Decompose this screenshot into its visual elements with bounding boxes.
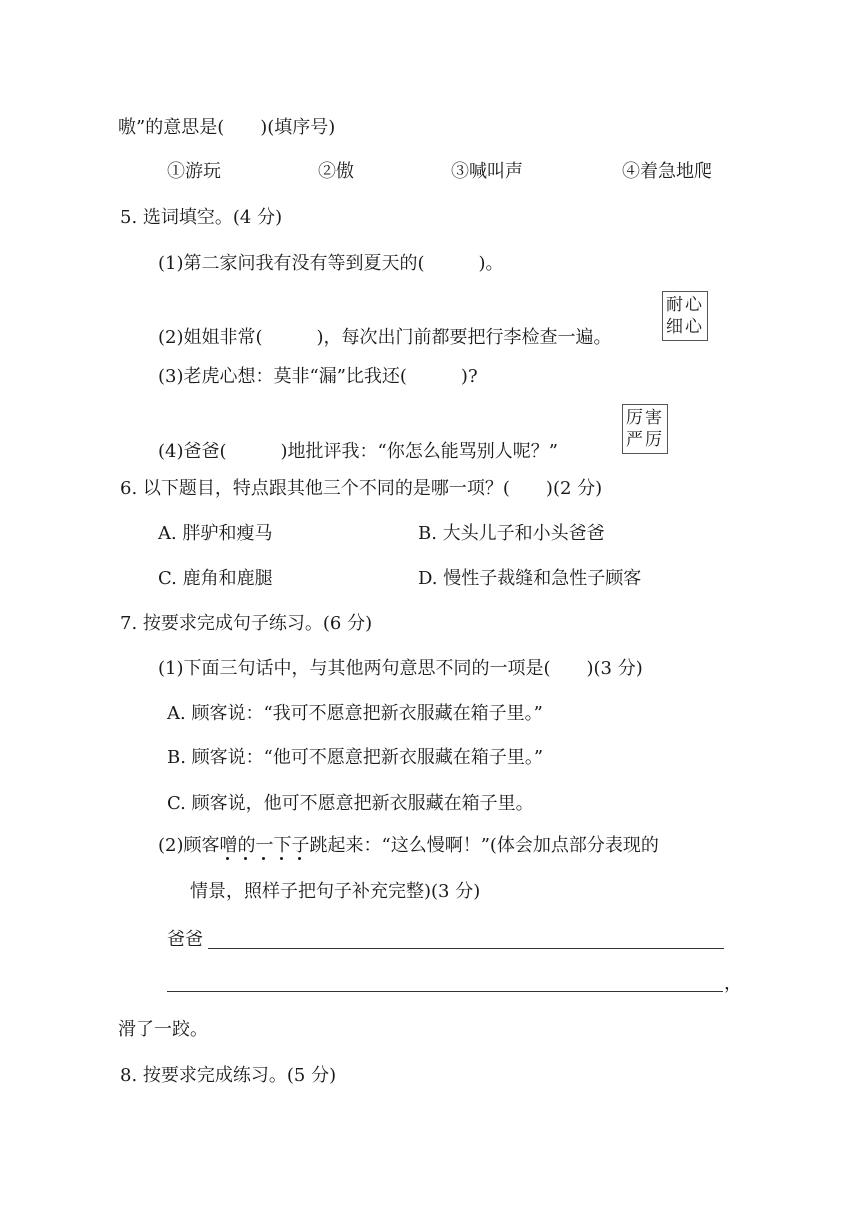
q7-part2-continued: 情景，照样子把句子补充完整)(3 分): [190, 881, 481, 902]
q6-option-b: B. 大头儿子和小头爸爸: [418, 523, 605, 544]
q4-stem-tail: 嗷”的意思是( )(填序号): [118, 117, 336, 138]
q4-option-1: ①游玩: [167, 161, 221, 182]
q6-option-a: A. 胖驴和瘦马: [158, 523, 273, 544]
q5-word-box-1: [662, 291, 708, 341]
q7-part1: (1)下面三句话中，与其他两句意思不同的一项是( )(3 分): [158, 658, 643, 679]
q8-title: 8. 按要求完成练习。(5 分): [120, 1065, 337, 1086]
q5-sentence-2: (2)姐姐非常( )，每次出门前都要把行李检查一遍。: [158, 327, 612, 348]
q7-part2-pre: (2)顾客: [158, 835, 220, 856]
q5-word-box-2: [622, 404, 668, 454]
word-option: 严厉: [626, 430, 664, 450]
q5-sentence-3: (3)老虎心想：莫非“漏”比我还( )?: [158, 366, 478, 387]
answer-start: 爸爸: [167, 929, 203, 950]
q6-option-c: C. 鹿角和鹿腿: [158, 568, 273, 589]
emphasized-phrase: 噌的一下子: [220, 835, 310, 856]
q6-title: 6. 以下题目，特点跟其他三个不同的是哪一项？( )(2 分): [120, 478, 603, 499]
answer-comma: ，: [724, 973, 742, 994]
q7-option-b: B. 顾客说：“他可不愿意把新衣服藏在箱子里。”: [167, 747, 544, 768]
q7-title: 7. 按要求完成句子练习。(6 分): [120, 613, 373, 634]
answer-line-1[interactable]: [208, 948, 724, 949]
word-option: 细心: [666, 317, 704, 337]
word-option: 厉害: [626, 408, 664, 428]
q7-option-c: C. 顾客说，他可不愿意把新衣服藏在箱子里。: [167, 793, 534, 814]
q4-option-2: ②傲: [318, 161, 354, 182]
q5-title: 5. 选词填空。(4 分): [120, 207, 283, 228]
q7-part2: [158, 834, 659, 858]
q5-sentence-1: (1)第二家问我有没有等到夏天的( )。: [158, 253, 504, 274]
word-option: 耐心: [666, 295, 704, 315]
answer-ending: 滑了一跤。: [118, 1019, 208, 1040]
answer-line-2[interactable]: [167, 991, 723, 992]
q7-part2-post: 跳起来：“这么慢啊！”(体会加点部分表现的: [309, 835, 659, 856]
q5-sentence-4: (4)爸爸( )地批评我：“你怎么能骂别人呢？”: [158, 441, 558, 462]
q6-option-d: D. 慢性子裁缝和急性子顾客: [418, 568, 642, 589]
q4-option-4: ④着急地爬: [622, 161, 712, 182]
q7-option-a: A. 顾客说：“我可不愿意把新衣服藏在箱子里。”: [167, 703, 543, 724]
q4-option-3: ③喊叫声: [451, 161, 523, 182]
